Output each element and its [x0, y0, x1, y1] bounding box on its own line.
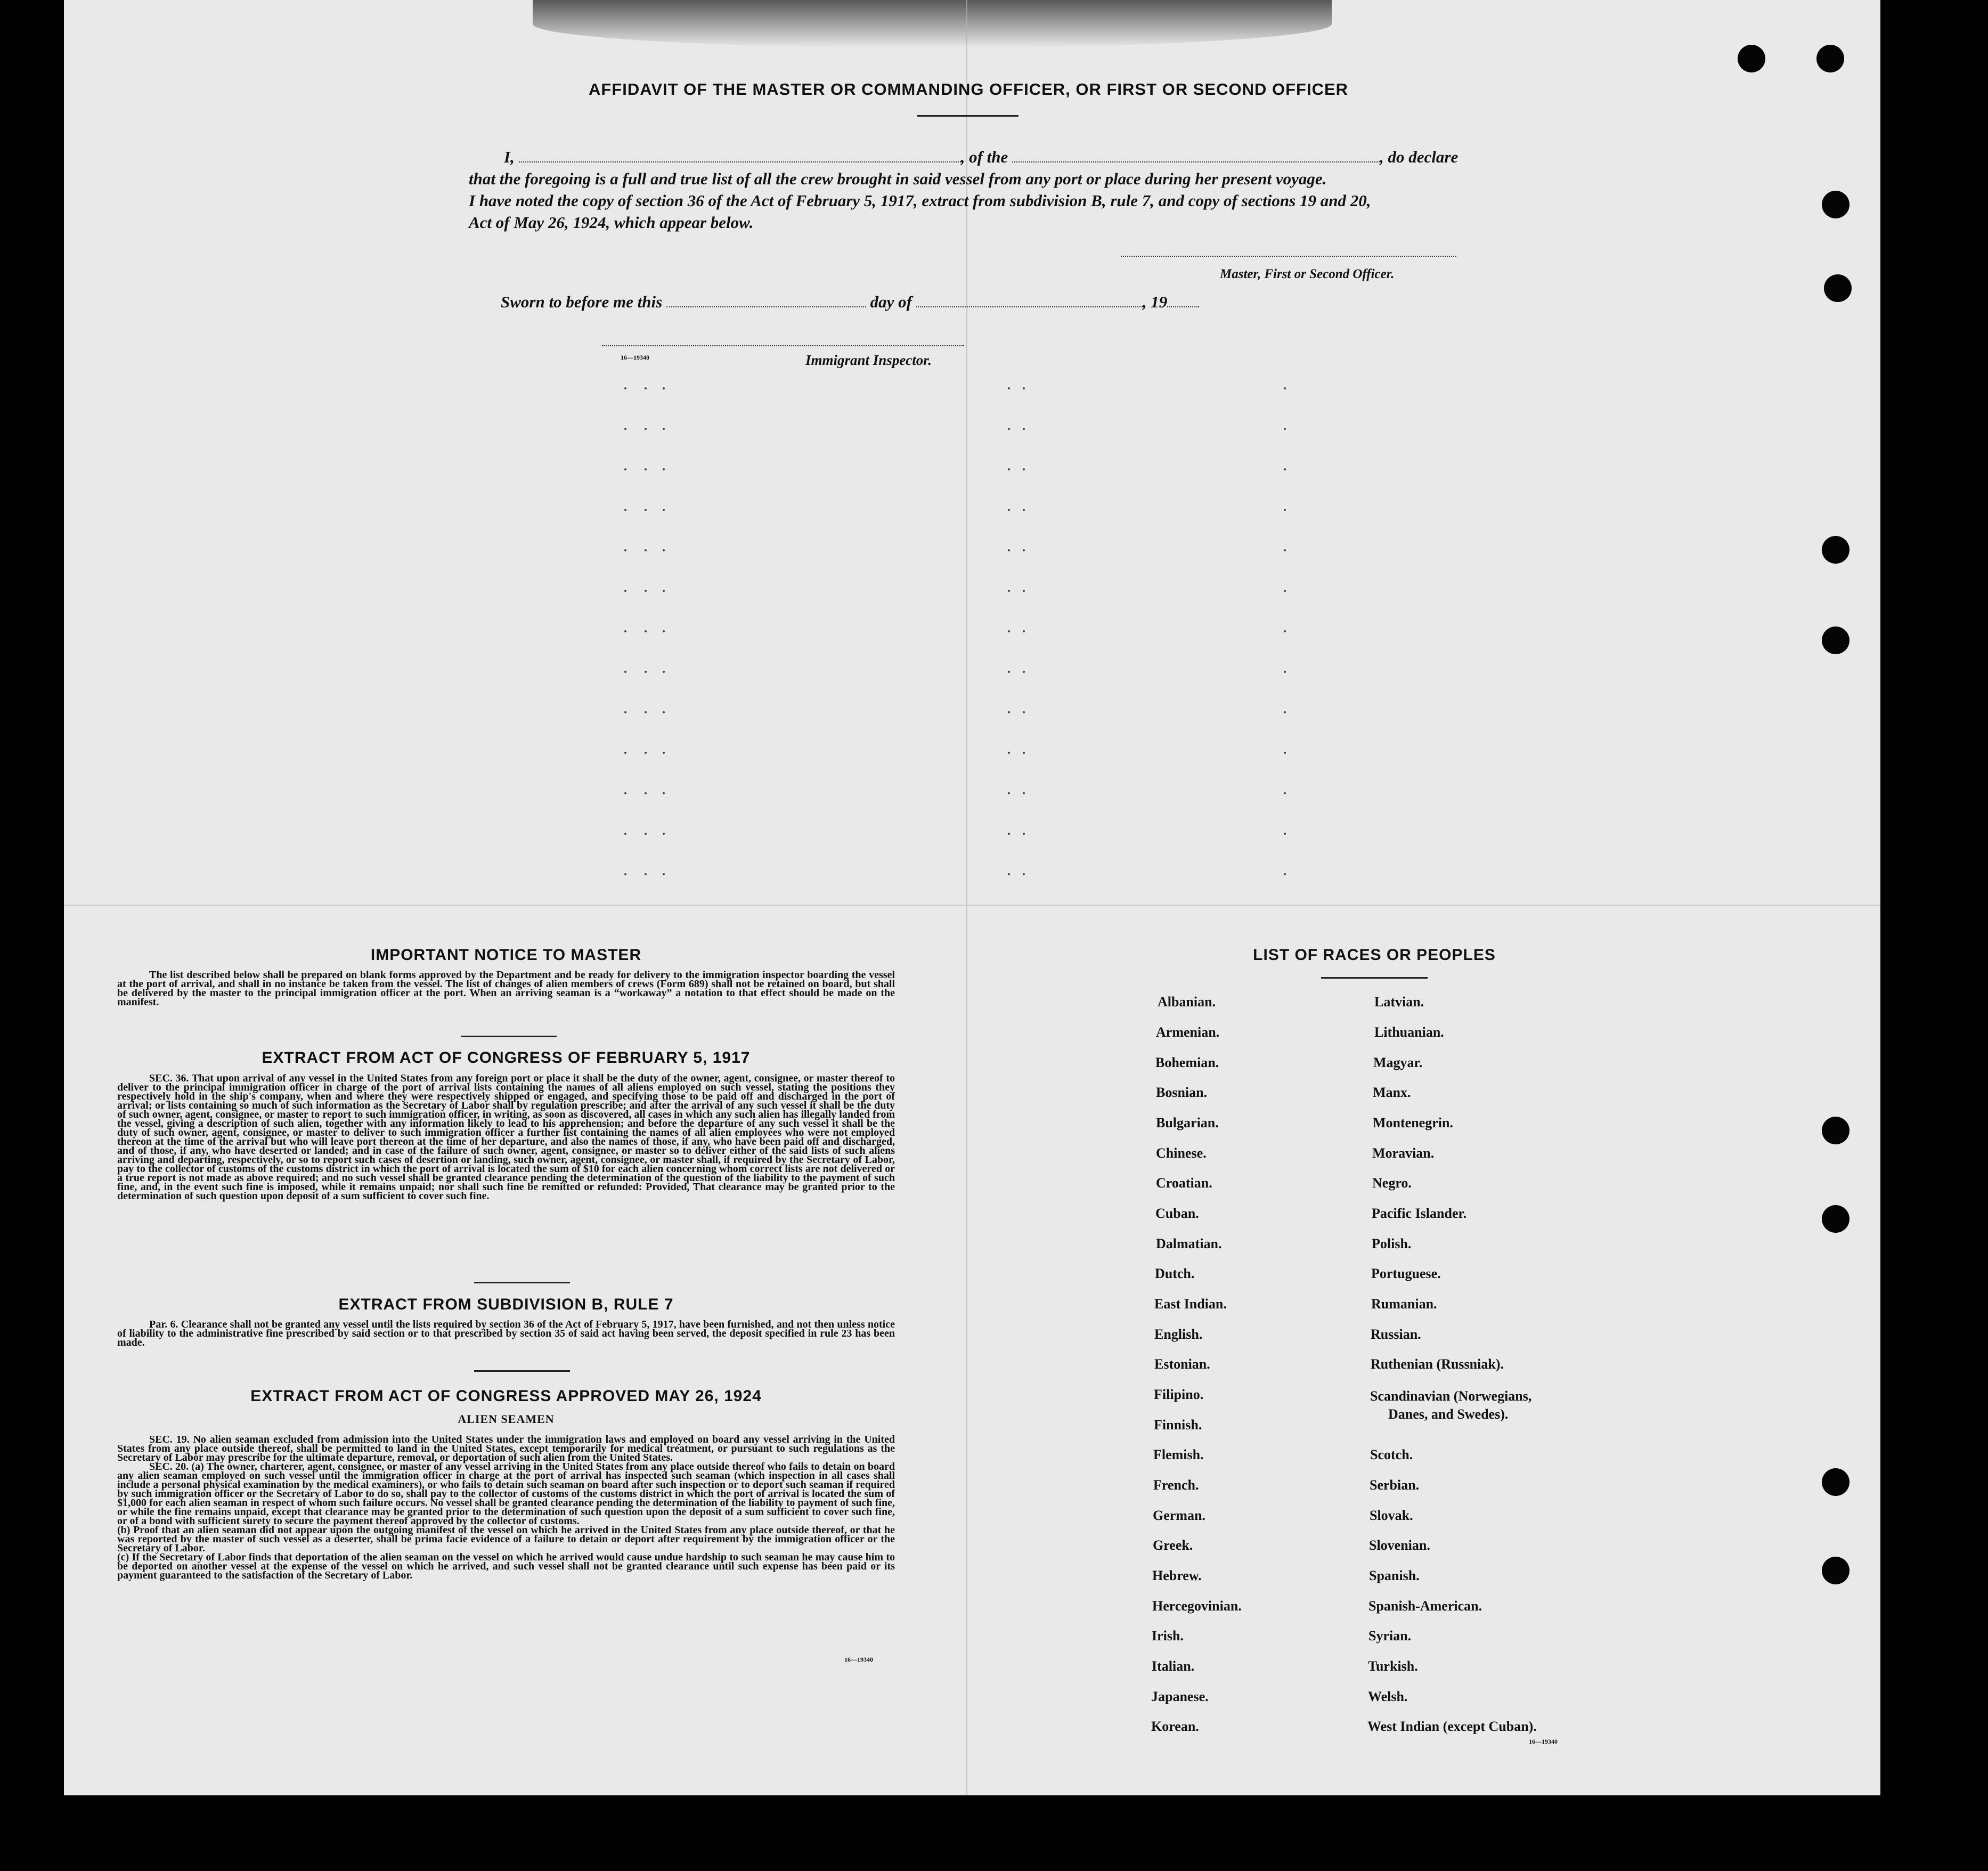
punch-hole [1822, 627, 1850, 654]
speck [1284, 630, 1286, 632]
speck [663, 428, 665, 430]
race-item: Dutch. [1155, 1266, 1195, 1281]
race-item: English. [1154, 1327, 1203, 1342]
form-number-bottom-left: 16—19340 [844, 1656, 873, 1663]
races-rule [1321, 977, 1428, 979]
race-item: Turkish. [1368, 1658, 1418, 1674]
race-item: Rumanian. [1371, 1296, 1437, 1312]
extract1924-subtitle: ALIEN SEAMEN [458, 1412, 555, 1426]
subdivB-paragraph: Par. 6. Clearance shall not be granted any vessel until the lists required by section 36 of the Act of February 5, 1917, have been furnished, and not then unless notice of liability to the administrative fine prescribed by said section or to that prescribed by section 35 of said act having been served, the deposit specified in rule 23 has been made. [117, 1319, 895, 1348]
sec19-paragraph: SEC. 19. No alien seaman excluded from admission into the United States under the immigration laws and employed on board any vessel arriving in the United States from any place outside thereof, shall be permitted to land in the United States, except temporarily for medical treatment, or pursuant to such regulations as the Secretary of Labor may prescribe for the ultimate departure, removal, or deportation of such alien from the United States. [117, 1434, 895, 1463]
extract1924-title: EXTRACT FROM ACT OF CONGRESS APPROVED MAY 26, 1924 [250, 1387, 762, 1405]
notice-paragraph: The list described below shall be prepared on blank forms approved by the Department and be ready for delivery to the immigration inspector boarding the vessel at the port of arrival, and shall in no instance be taken from the vessel. The list of changes of alien members of crews (Form 689) shall not be retained on board, but shall be delivered by the master to the principal immigration officer at the port. When an arriving seaman is a “workaway” a notation to that effect should be made on the manifest. [117, 969, 895, 1008]
race-item: Chinese. [1156, 1145, 1207, 1161]
speck [645, 833, 647, 835]
punch-hole [1822, 1117, 1850, 1144]
speck [1023, 590, 1025, 592]
extract1917-rule [474, 1282, 570, 1283]
notice-rule [461, 1036, 557, 1037]
punch-hole [1822, 1557, 1850, 1584]
speck [645, 630, 647, 632]
extract1917-title: EXTRACT FROM ACT OF CONGRESS OF FEBRUARY 5, 1917 [262, 1049, 751, 1067]
speck [1023, 468, 1025, 470]
race-item: Estonian. [1154, 1356, 1210, 1372]
punch-hole [1816, 45, 1844, 72]
notice-body [117, 971, 895, 1007]
punch-hole [1824, 274, 1852, 302]
race-item: Scandinavian (Norwegians, [1370, 1388, 1532, 1404]
speck [645, 792, 647, 794]
race-item: Filipino. [1154, 1387, 1204, 1402]
signature-label: Master, First or Second Officer. [1220, 267, 1395, 281]
horizontal-fold [64, 905, 1880, 906]
race-item: Spanish-American. [1368, 1598, 1482, 1614]
race-item: Bulgarian. [1156, 1115, 1219, 1130]
speck [624, 752, 626, 754]
i-label: I, [504, 148, 515, 166]
speck [1008, 387, 1010, 389]
speck [645, 752, 647, 754]
speck [645, 468, 647, 470]
speck [1023, 630, 1025, 632]
race-item: Portuguese. [1371, 1266, 1441, 1281]
inspector-label: Immigrant Inspector. [805, 352, 932, 368]
affidavit-line4: Act of May 26, 1924, which appear below. [469, 213, 754, 232]
speck [1023, 752, 1025, 754]
name-field[interactable] [519, 151, 961, 162]
day-field[interactable] [666, 296, 866, 307]
speck [663, 387, 665, 389]
race-item: Italian. [1152, 1658, 1195, 1674]
speck [624, 590, 626, 592]
race-item: West Indian (except Cuban). [1367, 1719, 1537, 1734]
speck [1008, 711, 1010, 713]
subdivB-rule [474, 1370, 570, 1372]
speck [1023, 873, 1025, 875]
speck [1284, 468, 1286, 470]
race-item: Bosnian. [1156, 1085, 1208, 1100]
year-field[interactable] [1167, 296, 1199, 307]
speck [1284, 792, 1286, 794]
race-item: Cuban. [1155, 1206, 1199, 1221]
speck [663, 671, 665, 673]
race-item: Latvian. [1374, 994, 1424, 1010]
speck [663, 792, 665, 794]
race-item: Manx. [1373, 1085, 1411, 1100]
extract1924-body [117, 1435, 895, 1580]
speck [1008, 509, 1010, 511]
speck [1008, 671, 1010, 673]
race-item: Flemish. [1153, 1447, 1204, 1462]
do-declare-label: , do declare [1380, 148, 1459, 166]
race-item: French. [1153, 1477, 1199, 1493]
speck [1008, 468, 1010, 470]
speck [663, 873, 665, 875]
race-item: Armenian. [1156, 1024, 1220, 1040]
speck [1008, 792, 1010, 794]
speck [645, 428, 647, 430]
race-item: Welsh. [1368, 1689, 1408, 1704]
signature-line[interactable] [1121, 256, 1456, 257]
month-field[interactable] [916, 296, 1143, 307]
race-item: Greek. [1153, 1538, 1193, 1553]
speck [1023, 833, 1025, 835]
speck [624, 711, 626, 713]
race-item: Danes, and Swedes). [1388, 1406, 1509, 1422]
inspector-line[interactable] [602, 345, 964, 346]
speck [663, 752, 665, 754]
sec20b-paragraph: (b) Proof that an alien seaman did not appear upon the outgoing manifest of the vessel on which he arrived in the United States from any place outside thereof, or that he was reported by the master of such vessel as a deserter, shall be prima facie evidence of a failure to detain or deport after requirement by the immigration officer or the Secretary of Labor. [117, 1524, 895, 1554]
speck [645, 387, 647, 389]
race-item: Montenegrin. [1373, 1115, 1453, 1130]
form-number-bottom-right: 16—19340 [1529, 1738, 1558, 1745]
document-page [64, 0, 1880, 1795]
speck [645, 509, 647, 511]
speck [624, 468, 626, 470]
race-item: Magyar. [1373, 1055, 1423, 1070]
speck [1284, 509, 1286, 511]
sworn-label: Sworn to before me this [501, 292, 663, 311]
race-item: Negro. [1372, 1175, 1412, 1191]
title-rule [917, 115, 1019, 117]
race-item: Hercegovinian. [1152, 1598, 1242, 1614]
speck [1284, 590, 1286, 592]
form-number-top: 16—19340 [621, 354, 649, 361]
affidavit-line1 [504, 146, 1548, 168]
speck [1284, 549, 1286, 551]
race-item: Lithuanian. [1374, 1024, 1444, 1040]
speck [624, 387, 626, 389]
race-item: Moravian. [1372, 1145, 1435, 1161]
race-item: Slovenian. [1369, 1538, 1430, 1553]
vessel-field[interactable] [1012, 151, 1380, 162]
of-the-label: , of the [960, 148, 1008, 166]
race-item: Spanish. [1369, 1568, 1420, 1583]
punch-hole [1822, 1468, 1850, 1496]
affidavit-line3: I have noted the copy of section 36 of the Act of February 5, 1917, extract from subdivision B, rule 7, and copy of sections 19 and 20, [469, 191, 1371, 210]
ink-smudge [533, 0, 1332, 48]
race-item: East Indian. [1154, 1296, 1227, 1312]
sworn-line [501, 291, 1199, 313]
speck [663, 590, 665, 592]
speck [1284, 873, 1286, 875]
speck [624, 509, 626, 511]
speck [1008, 549, 1010, 551]
race-item: Polish. [1372, 1236, 1412, 1251]
affidavit-line2: that the foregoing is a full and true list of all the crew brought in said vessel from any port or place during her present voyage. [469, 169, 1327, 188]
speck [645, 549, 647, 551]
race-item: Ruthenian (Russniak). [1371, 1356, 1504, 1372]
day-of-label: day of [870, 292, 912, 311]
speck [1008, 873, 1010, 875]
race-item: Serbian. [1370, 1477, 1420, 1493]
speck [1023, 509, 1025, 511]
speck [1023, 387, 1025, 389]
race-item: Albanian. [1158, 994, 1216, 1010]
speck [1008, 428, 1010, 430]
race-item: Syrian. [1368, 1628, 1412, 1644]
speck [1008, 752, 1010, 754]
speck [1023, 671, 1025, 673]
race-item: Japanese. [1151, 1689, 1209, 1704]
subdivB-title: EXTRACT FROM SUBDIVISION B, RULE 7 [338, 1296, 674, 1313]
race-item: Hebrew. [1152, 1568, 1202, 1583]
speck [624, 549, 626, 551]
speck [1008, 590, 1010, 592]
speck [663, 630, 665, 632]
speck [624, 873, 626, 875]
speck [624, 792, 626, 794]
speck [1023, 549, 1025, 551]
race-item: German. [1153, 1508, 1205, 1523]
punch-hole [1822, 1205, 1850, 1233]
speck [663, 549, 665, 551]
speck [1284, 711, 1286, 713]
speck [663, 833, 665, 835]
speck [624, 630, 626, 632]
punch-hole [1822, 191, 1850, 218]
speck [645, 711, 647, 713]
vertical-fold [966, 0, 967, 1795]
speck [1284, 428, 1286, 430]
race-item: Croatian. [1156, 1175, 1212, 1191]
race-item: Bohemian. [1155, 1055, 1219, 1070]
race-item: Irish. [1152, 1628, 1184, 1644]
race-item: Russian. [1371, 1327, 1421, 1342]
speck [1008, 630, 1010, 632]
speck [663, 711, 665, 713]
speck [645, 873, 647, 875]
race-item: Scotch. [1370, 1447, 1413, 1462]
race-item: Finnish. [1154, 1417, 1202, 1433]
subdivB-body [117, 1320, 895, 1347]
affidavit-title: AFFIDAVIT OF THE MASTER OR COMMANDING OFFICER, OR FIRST OR SECOND OFFICER [589, 80, 1349, 99]
race-item: Pacific Islander. [1372, 1206, 1467, 1221]
sec20c-paragraph: (c) If the Secretary of Labor finds that deportation of the alien seaman on the vessel on which he arrived would cause undue hardship to such seaman he may cause him to be deported on another vessel at the expense of the vessel on which he arrived, and such vessel shall not be granted clearance until such expense has been paid or its payment guaranteed to the satisfaction of the Secretary of Labor. [117, 1551, 895, 1581]
speck [645, 671, 647, 673]
punch-hole [1822, 536, 1850, 564]
race-item: Dalmatian. [1156, 1236, 1222, 1251]
extract1917-paragraph: SEC. 36. That upon arrival of any vessel in the United States from any foreign port or place it shall be the duty of the owner, agent, consignee, or master thereof to deliver to the principal immigration officer in charge of the port of arrival lists containing the names of all aliens employed on such vessel, stating the positions they respectively hold in the ship's company, when and where they were respectively shipped or engaged, and specifying those to be paid off and discharged in the port of arrival; or lists containing so much of such information as the Secretary of Labor shall by regulation prescribe; and after the arrival of any such vessel it shall be the duty of such owner, agent, consignee, or master to report to such immigration officer, in writing, as soon as discovered, all cases in which any such alien has illegally landed from the vessel, giving a description of such alien, together with any information likely to lead to his apprehension; and before the departure of any such vessel it shall be the duty of such owner, agent, consignee, or master to deliver to such immigration officer a further list containing the names of all alien employees who were not employed thereon at the time of the arrival but who will leave port thereon at the time of her departure, and also the names of those, if any, who have been paid off and discharged, and of those, if any, who have deserted or landed; and in case of the failure of such owner, agent, consignee, or master so to deliver either of the said lists of such aliens arriving and departing, respectively, or so to report such cases of desertion or landing, such owner, agent, consignee, or master shall, if required by the Secretary of Labor, pay to the collector of customs of the customs district in which the port of arrival is located the sum of $10 for each alien concerning whom correct lists are not delivered or a true report is not made as above required; and no such vessel shall be granted clearance pending the determination of the question of the liability to the payment of such fine, and, in the event such fine is imposed, while it remains unpaid; nor shall such fine be remitted or refunded: Provided, That clearance may be granted prior to the determination of such question upon deposit of a sum sufficient to cover such fine. [117, 1072, 895, 1202]
punch-hole [1738, 45, 1765, 72]
speck [1284, 833, 1286, 835]
speck [1284, 752, 1286, 754]
sec20a-paragraph: SEC. 20. (a) The owner, charterer, agent, consignee, or master of any vessel arriving in the United States from any place outside thereof who fails to detain on board any alien seaman employed on such vessel until the immigration officer in charge at the port of arrival has inspected such seaman (which inspection in all cases shall include a personal physical examination by the medical examiners), or who fails to detain such seaman on board after such inspection or to deport such seaman if required by such immigration officer or the Secretary of Labor to do so, shall pay to the collector of customs of the customs district in which the port of arrival is located the sum of $1,000 for each alien seaman in respect of whom such failure occurs. No vessel shall be granted clearance pending the determination of the liability to payment of such fine, or while the fine remains unpaid, except that clearance may be granted prior to the determination of such question upon the deposit of a sum sufficient to cover such fine, or of a bond with sufficient surety to secure the payment thereof approved by the collector of customs. [117, 1461, 895, 1527]
speck [645, 590, 647, 592]
extract1917-body [117, 1074, 895, 1201]
speck [1023, 792, 1025, 794]
speck [1023, 711, 1025, 713]
speck [663, 509, 665, 511]
speck [1008, 833, 1010, 835]
races-title: LIST OF RACES OR PEOPLES [1253, 946, 1496, 964]
speck [663, 468, 665, 470]
race-item: Korean. [1151, 1719, 1199, 1734]
notice-title: IMPORTANT NOTICE TO MASTER [370, 946, 642, 964]
speck [1023, 428, 1025, 430]
speck [624, 833, 626, 835]
speck [1284, 387, 1286, 389]
year-label: , 19 [1142, 292, 1168, 311]
speck [624, 428, 626, 430]
race-item: Slovak. [1370, 1508, 1413, 1523]
speck [1284, 671, 1286, 673]
speck [624, 671, 626, 673]
